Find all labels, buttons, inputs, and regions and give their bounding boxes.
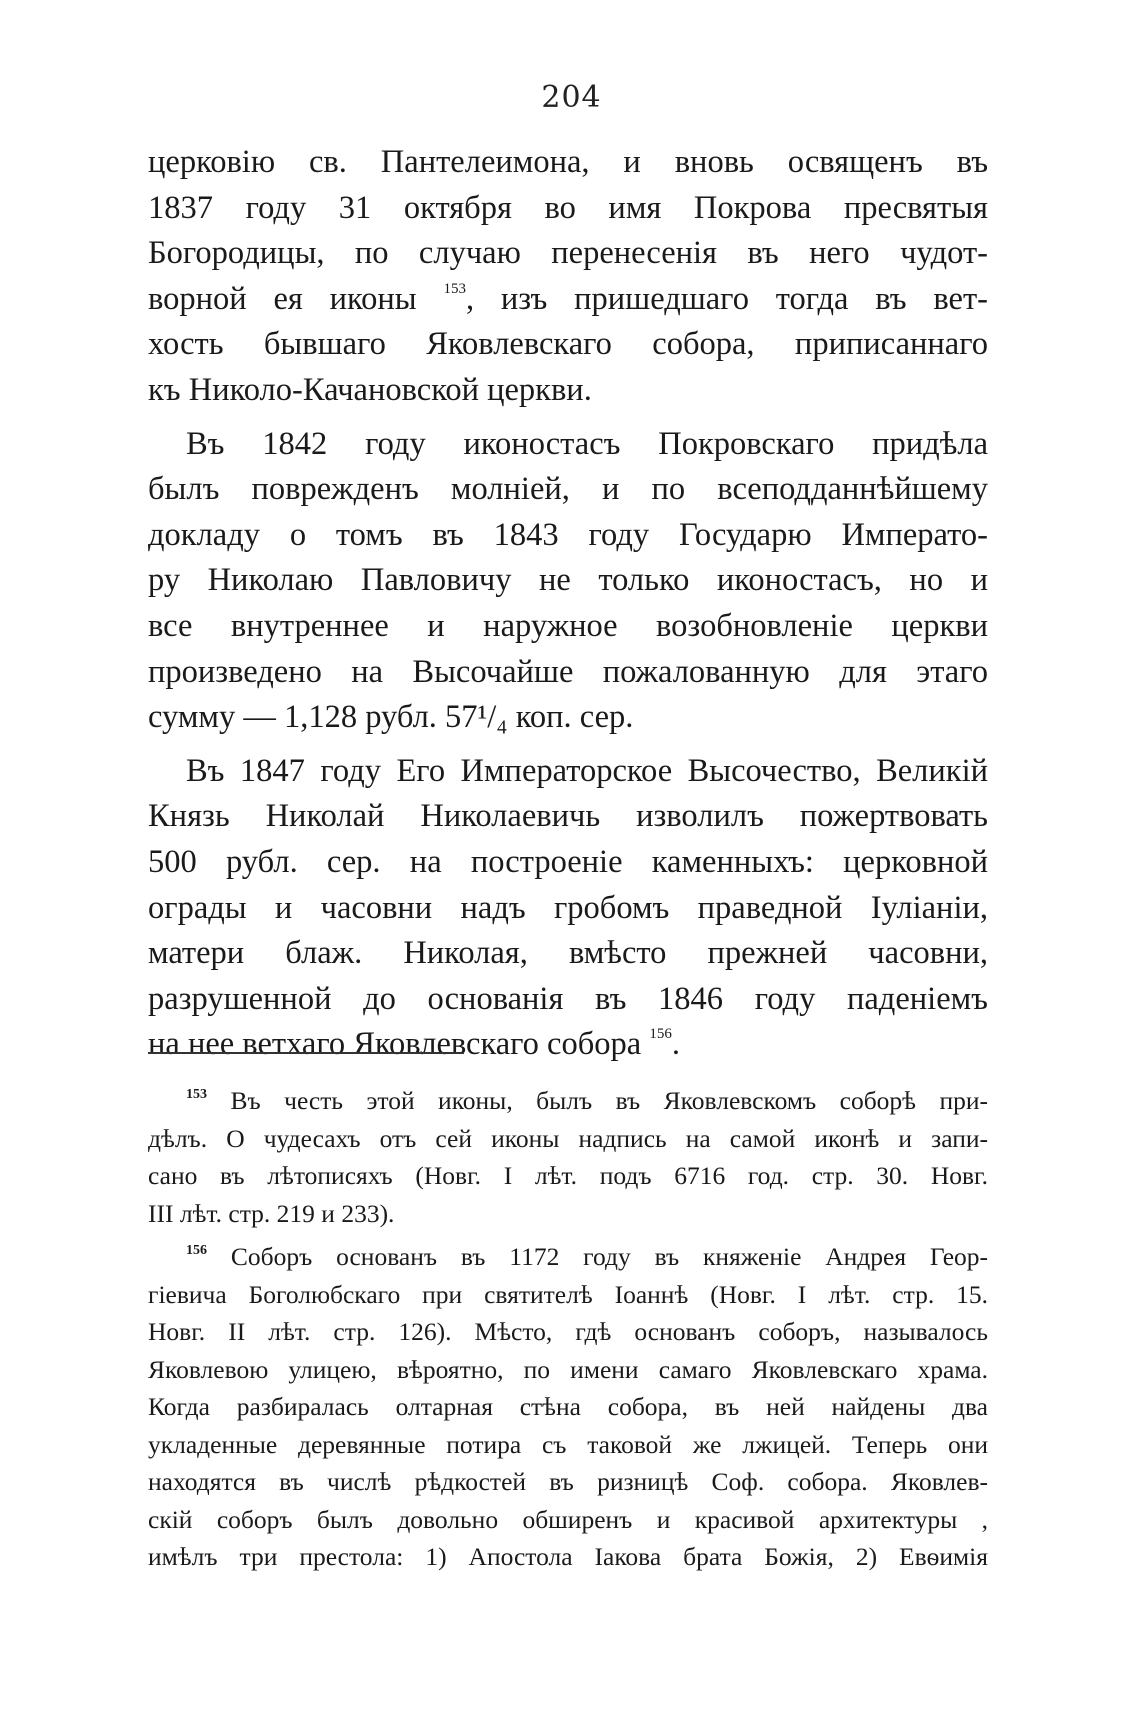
footnote-line: укладенные деревянные потира съ таковой же лжицей. Теперь они [148,1429,988,1459]
text-line: матери блаж. Николая, вмѣсто прежней часовни, [148,935,988,972]
text-fragment: , изъ пришедшаго тогда въ вет- [465,280,988,317]
text-line: ограды и часовни надъ гробомъ праведной Іуліаніи, [148,889,988,926]
text-line: церковію св. Пантелеимона, и вновь освященъ въ [148,144,988,180]
footnote-line: скій соборъ былъ довольно обширенъ и красивой архитектуры , [148,1504,988,1534]
text-line-with-ref [148,277,988,323]
footnote-line: дѣлъ. О чудесахъ отъ сей иконы надпись на самой иконѣ и запи- [148,1123,988,1153]
footnote-line: Новг. II лѣт. стр. 126). Мѣсто, гдѣ основанъ соборъ, называлось [148,1317,988,1346]
footnote-line: находятся въ числѣ рѣдкостей въ ризницѣ Соф. собора. Яковлев- [148,1467,988,1496]
text-line: хость бывшаго Яковлевскаго собора, приписаннаго [148,326,988,363]
page-number: 204 [541,80,602,115]
footnote-line [148,1082,988,1120]
paragraph-2 [148,422,988,741]
footnote-156 [148,1238,988,1576]
footnote-line: III лѣт. стр. 219 и 233). [148,1198,395,1228]
footnote-ref-153: 153 [443,280,466,297]
footnote-line: сано въ лѣтописяхъ (Новг. I лѣт. подъ 6716 год. стр. 30. Новг. [148,1161,988,1190]
text-line: Князь Николай Николаевичь изволилъ пожертвовать [148,798,988,835]
text-line: сумму — 1,128 рубл. 57¹/₄ коп. сер. [148,699,634,736]
footnote-line [148,1238,988,1276]
footnote-ref-156: 156 [649,1026,672,1043]
text-line: Въ 1842 году иконостасъ Покровскаго придѣла [186,425,988,462]
footnote-line: Яковлевою улицею, вѣроятно, по имени самаго Яковлевскаго храма. [148,1354,988,1384]
footnote-number: 153 [186,1087,207,1102]
text-line: къ Николо-Качановской церкви. [148,371,592,408]
text-line: былъ поврежденъ молніей, и по всеподданнѣйшему [148,471,988,508]
paragraph-3 [148,749,988,1068]
footnotes [148,1082,988,1582]
text-fragment: Соборъ основанъ въ 1172 году въ княженіе Андрея Геор- [230,1242,989,1271]
text-fragment: ворной ея иконы [148,280,417,317]
footnote-line: гіевича Боголюбскаго при святителѣ Іоаннѣ (Новг. I лѣт. стр. 15. [148,1279,988,1309]
text-line: докладу о томъ въ 1843 году Государю Императо- [148,516,988,553]
paragraph-1 [148,140,988,414]
text-line: Богородицы, по случаю перенесенія въ него чудот- [148,235,988,272]
text-fragment: на нее ветхаго Яковлевскаго собора [148,1026,642,1063]
text-line: 1837 году 31 октября во имя Покрова пресвятыя [148,189,988,226]
text-fragment: Въ честь этой иконы, былъ въ Яковлевскомъ соборѣ при- [230,1086,988,1115]
footnote-line: Когда разбиралась олтарная стѣна собора, въ ней найдены два [148,1392,988,1421]
main-text [148,140,988,1076]
footnote-line: имѣлъ три престола: 1) Апостола Іакова брата Божія, 2) Евѳимія [148,1542,988,1571]
footnote-number: 156 [186,1243,207,1258]
text-line: разрушенной до основанія въ 1846 году паденіемъ [148,980,988,1017]
text-line: все внутреннее и наружное возобновленіе церкви [148,607,988,644]
footnote-153 [148,1082,988,1232]
text-line-with-ref: на нее ветхаго Яковлевскаго собора $^{156}$. [148,1026,680,1063]
text-line: ру Николаю Павловичу не только иконостасъ, но и [148,562,988,599]
text-line: произведено на Высочайше пожалованную для этаго [148,653,988,690]
text-line: 500 рубл. сер. на построеніе каменныхъ: церковной [148,843,988,880]
footnote-divider [148,1052,464,1054]
text-line: Въ 1847 году Его Императорское Высочество, Великій [186,752,988,789]
